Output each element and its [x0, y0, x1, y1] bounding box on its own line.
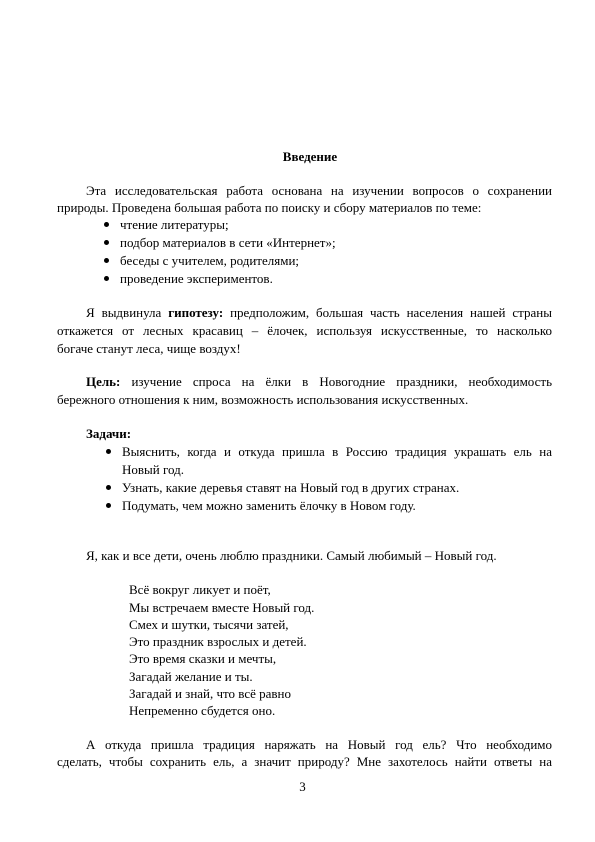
task-item [122, 497, 416, 514]
method-item [120, 252, 299, 269]
method-item [120, 270, 273, 287]
bullet-icon [104, 240, 109, 245]
hypothesis-line-3: богаче станут леса, чище воздух! [57, 341, 241, 356]
bullet-icon [104, 222, 109, 227]
bullet-icon [106, 503, 111, 508]
method-item [120, 216, 229, 233]
intro-line-1: Эта исследовательская работа основана на изучении вопросов о сохранении [86, 183, 552, 198]
favorite-holiday-text: Я, как и все дети, очень люблю праздники. Самый любимый – Новый год. [86, 548, 497, 563]
bullet-icon [104, 258, 109, 263]
poem-line: Непременно сбудется оно. [129, 703, 276, 718]
method-text: беседы с учителем, родителями; [120, 253, 300, 268]
hypothesis-rest: предположим, большая часть населения нашей страны [223, 305, 552, 320]
tasks-heading: Задачи: [86, 426, 132, 441]
task-text-continuation: Новый год. [122, 462, 184, 477]
page-title: Введение [282, 149, 338, 164]
poem-line: Смех и шутки, тысячи затей, [129, 617, 289, 632]
task-text: Выяснить, когда и откуда пришла в Россию традиция украшать ель на [122, 444, 552, 459]
poem-line: Мы встречаем вместе Новый год. [129, 600, 315, 615]
method-text: проведение экспериментов. [120, 271, 273, 286]
page-number: 3 [299, 779, 306, 794]
poem-line: Это праздник взрослых и детей. [129, 634, 307, 649]
intro-line-2: природы. Проведена большая работа по поиску и сбору материалов по теме: [57, 200, 482, 215]
method-text: подбор материалов в сети «Интернет»; [120, 235, 336, 250]
bullet-icon [106, 449, 111, 454]
task-item [122, 479, 459, 496]
hypothesis-prefix: Я выдвинула [86, 305, 169, 320]
bullet-icon [104, 276, 109, 281]
method-item [120, 234, 336, 251]
goal-keyword: Цель: [86, 374, 121, 389]
poem-line: Загадай желание и ты. [129, 669, 253, 684]
poem-line: Загадай и знай, что всё равно [129, 686, 292, 701]
goal-line-1 [86, 373, 552, 390]
closing-line-2: сделать, чтобы сохранить ель, а значит природу? Мне захотелось найти ответы на [57, 754, 552, 769]
task-text: Подумать, чем можно заменить ёлочку в Новом году. [122, 498, 416, 513]
hypothesis-keyword: гипотезу: [168, 305, 224, 320]
hypothesis-line-2: откажется от лесных красавиц – ёлочек, используя искусственные, то насколько [57, 323, 552, 338]
task-text: Узнать, какие деревья ставят на Новый год в других странах. [122, 480, 460, 495]
closing-line-1: А откуда пришла традиция наряжать на Новый год ель? Что необходимо [86, 737, 552, 752]
task-item [122, 443, 552, 460]
poem-line: Всё вокруг ликует и поёт, [129, 582, 271, 597]
method-text: чтение литературы; [120, 217, 229, 232]
poem-line: Это время сказки и мечты, [129, 651, 277, 666]
goal-rest: изучение спроса на ёлки в Новогодние праздники, необходимость [120, 374, 552, 389]
hypothesis-line-1 [86, 304, 552, 321]
bullet-icon [106, 485, 111, 490]
goal-line-2: бережного отношения к ним, возможность использования искусственных. [57, 392, 469, 407]
